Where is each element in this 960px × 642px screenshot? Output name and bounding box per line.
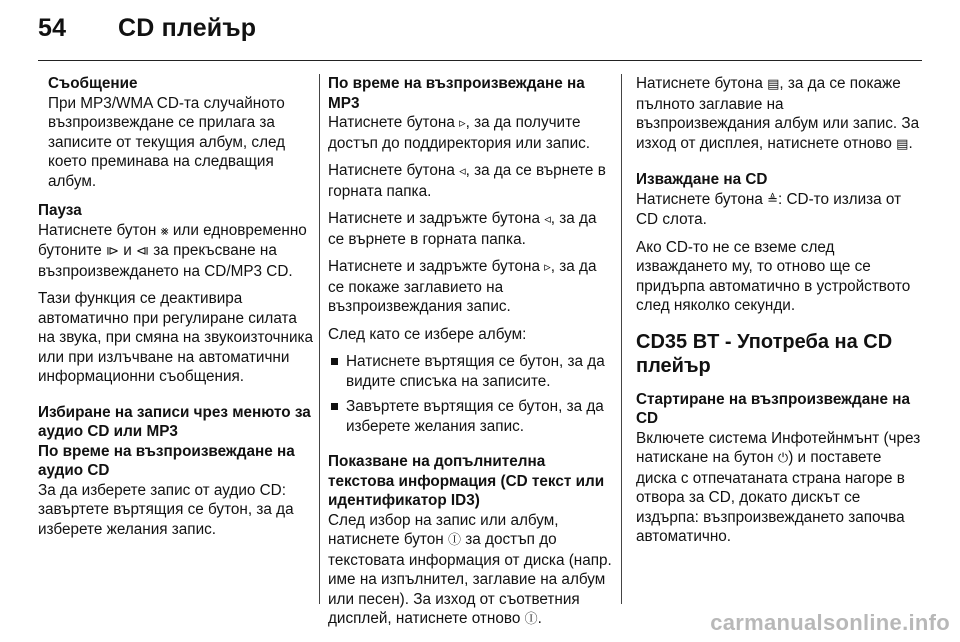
start-paragraph [636,429,922,547]
text-run: за прекъсване на възпроизвеждането на CD/MP3 CD. [38,242,293,280]
mp3-paragraph-1 [328,113,612,153]
seek-back-icon: ⧏ [136,244,150,259]
eject-heading: Изваждане на CD [636,171,768,188]
note-text: При MP3/WMA CD-та случайното възпроизвеждане се прилага за записите от текущия албум, след което преминава на следващия албум. [48,94,286,190]
seek-forward-icon: ⧐ [106,244,119,259]
header-rule [38,60,922,61]
info-paragraph [328,511,612,630]
text-run: , за да се покаже пълното заглавие на възпроизвеждания албум или запис. За изход от дисплея, натиснете отново [636,75,920,152]
column-1 [38,74,318,547]
pause-paragraph-2: Тази функция се деактивира автоматично при регулиране силата на звука, при смяна на звукоизточника или при излъчване на автоматични информационни съобщения. [38,290,314,385]
page-title: CD плейър [118,14,257,42]
during-cd-heading: По време на възпроизвеждане на аудио CD [38,442,295,479]
mp3-paragraph-5: След като се избере албум: [328,325,527,343]
text-run: и [119,242,137,259]
text-run: за достъп до текстовата информация от диска (напр. име на изпълнител, заглавие на албум или песен). За изход от съответния дисплей, натиснете отново [328,531,612,627]
mute-icon: ⨳ [160,223,169,239]
triangle-left-icon: ◃ [544,212,551,227]
page-number: 54 [38,14,67,42]
list-item: Натиснете въртящия се бутон, за да видите списъка на записите. [328,352,612,391]
column-3 [636,74,922,555]
triangle-right-icon: ▹ [544,260,551,275]
select-heading: Избиране на записи чрез менюто за аудио CD или MP3 [38,403,311,440]
pause-heading: Пауза [38,202,82,219]
text-run: , за да се покаже заглавието на възпроизвеждания запис. [328,258,597,315]
info-icon: Ⓘ [524,612,538,627]
text-run: Натиснете бутона [636,190,768,208]
mp3-paragraph-3 [328,209,612,249]
pause-paragraph-1 [38,221,318,282]
watermark: carmanualsonline.info [710,610,950,635]
text-run: Натиснете и задръжте бутона [328,210,545,227]
text-run: ) и поставете диска с отпечатаната страна нагоре в отвора за CD, докато дискът се издърпа: възпроизвеждането започва автоматично. [636,449,905,545]
during-cd-text: За да изберете запис от аудио CD: завъртете въртящия се бутон, за да изберете желания запис. [38,481,294,538]
list-item: Завъртете въртящия се бутон, за да изберете желания запис. [328,397,612,436]
menu-icon: ▤ [767,77,780,92]
text-run: , за да се върнете в горната папка. [328,210,597,248]
info-icon: Ⓘ [447,533,461,548]
text-run: Натиснете бутон [38,221,161,239]
mp3-paragraph-4 [328,257,612,317]
section-heading: CD35 BT - Употреба на CD плейър [636,330,893,377]
text-run: . [908,134,913,152]
text-run: , за да се върнете в горната папка. [328,162,606,200]
text-run: : CD-то излиза от CD слота. [636,190,902,228]
album-bullet-list [328,352,612,436]
text-run: Включете система Инфотейнмънт (чрез натискане на бутон [636,429,921,466]
text-run: Натиснете бутона [328,114,460,131]
power-icon: ⏻ [777,451,789,466]
menu-paragraph [636,74,922,154]
mp3-paragraph-2 [328,161,612,201]
column-2 [328,74,612,638]
text-run: , за да получите достъп до поддиректория или запис. [328,114,591,152]
mp3-heading: По време на възпроизвеждане на MP3 [328,75,585,112]
eject-icon: ≜ [767,192,778,208]
text-run: Натиснете и задръжте бутона [328,258,545,275]
column-divider-2 [621,74,622,604]
text-run: Натиснете бутона [636,75,768,92]
start-heading: Стартиране на възпроизвеждане на CD [636,390,910,427]
column-divider-1 [319,74,320,604]
text-run: След избор на запис или албум, натиснете бутон [328,511,559,548]
note-title: Съобщение [48,75,138,92]
info-heading: Показване на допълнителна текстова информация (CD текст или идентификатор ID3) [328,453,605,509]
text-run: или едновременно бутоните [38,221,307,259]
menu-icon: ▤ [896,136,909,152]
eject-paragraph-1 [636,190,922,230]
note-box [38,74,318,191]
text-run: . [537,610,542,627]
triangle-left-icon: ◃ [459,164,466,179]
page-header [38,14,256,43]
triangle-right-icon: ▹ [459,116,466,131]
text-run: Натиснете бутона [328,162,460,179]
eject-paragraph-2: Ако CD-то не се вземе след изваждането му, то отново ще се придърпа автоматично в устройството след няколко секунди. [636,238,911,314]
